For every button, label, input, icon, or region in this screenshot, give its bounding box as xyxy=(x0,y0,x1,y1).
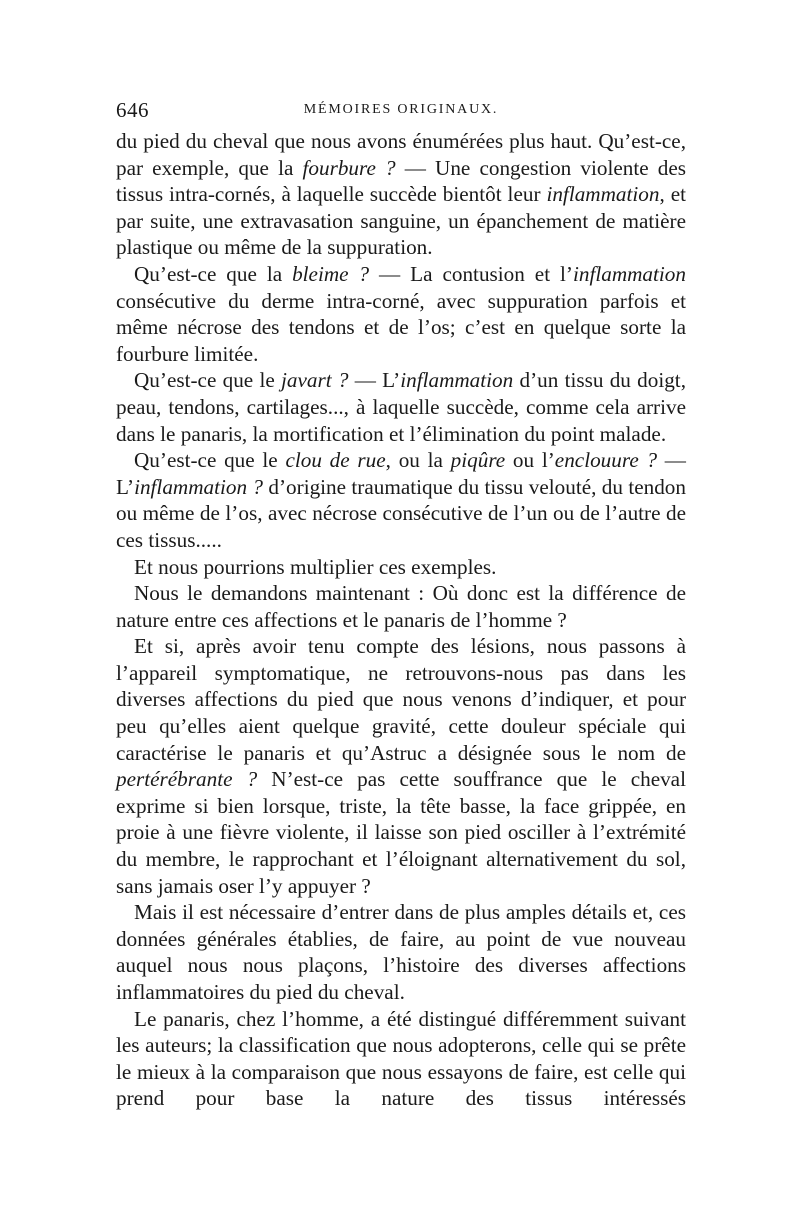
text-run: , et par suite, une extravasation sanguine, un épanchement de matière plastique ou même de la suppuration. xyxy=(116,182,686,260)
text-run: — La contusion et l’ xyxy=(369,261,573,286)
text-run: Le panaris, chez l’homme, a été distingué différemment suivant les auteurs; la classification que nous adopterons, celle qui se prête le mieux à la comparaison que nous essayons de faire, est celle qui prend pour base la nature des tissus intéressés xyxy=(116,1006,686,1111)
text-run: d’un tissu du doigt, peau, tendons, cartilages..., à laquelle succède, comme cela arrive dans le panaris, la mortification et l’élimination du point malade. xyxy=(116,368,686,446)
paragraph xyxy=(116,899,686,1005)
paragraph xyxy=(116,261,686,367)
italic-run: inflammation xyxy=(400,368,514,393)
italic-run: pertérébrante ? xyxy=(116,767,258,792)
paragraph xyxy=(116,580,686,633)
italic-run: fourbure ? xyxy=(302,155,396,180)
paragraph xyxy=(116,633,686,899)
paragraph xyxy=(116,367,686,447)
text-run: ou l’ xyxy=(505,448,555,473)
paragraph xyxy=(116,128,686,261)
text-run: Qu’est-ce que le xyxy=(134,368,281,393)
text-run: — L’ xyxy=(348,368,401,393)
text-run: N’est-ce pas cette souffrance que le cheval exprime si bien lorsque, triste, la tête basse, la face grippée, en proie à une fièvre violente, il laisse son pied osciller à l’extrémité du membre, le rapprochant et l’éloignant alternativement du sol, sans jamais oser l’y appuyer ? xyxy=(116,767,686,898)
text-run: Qu’est-ce que le xyxy=(134,448,286,473)
paragraph xyxy=(116,447,686,553)
paragraph xyxy=(116,1006,686,1112)
italic-run: bleime ? xyxy=(292,261,370,286)
italic-run: piqûre xyxy=(450,448,506,473)
text-run: — L’ xyxy=(116,448,686,499)
italic-run: inflammation ? xyxy=(134,474,264,499)
body-text xyxy=(116,128,686,1112)
text-run: Mais il est nécessaire d’entrer dans de plus amples détails et, ces données générales établies, de faire, au point de vue nouveau auquel nous nous plaçons, l’histoire des diverses affections inflammatoires du pied du cheval. xyxy=(116,900,686,1004)
italic-run: javart ? xyxy=(281,368,349,393)
page-header xyxy=(116,98,686,128)
italic-run: inflammation xyxy=(572,261,686,286)
text-run: d’origine traumatique du tissu velouté, du tendon ou même de l’os, avec nécrose consécutive de l’un ou de l’autre de ces tissus..... xyxy=(116,474,686,552)
text-run: consécutive du derme intra-corné, avec suppuration parfois et même nécrose des tendons et de l’os; c’est en quelque sorte la fourbure limitée. xyxy=(116,288,686,366)
text-run: Nous le demandons maintenant : Où donc est la différence de nature entre ces affections et le panaris de l’homme ? xyxy=(116,581,686,632)
text-run: Et nous pourrions multiplier ces exemples. xyxy=(134,554,497,579)
italic-run: enclouure ? xyxy=(554,448,658,473)
italic-run: clou de rue xyxy=(285,448,386,473)
paragraph xyxy=(116,554,686,581)
running-title: MÉMOIRES ORIGINAUX. xyxy=(303,102,499,117)
text-run: du pied du cheval que nous avons énumérées plus haut. Qu’est-ce, par exemple, que la xyxy=(116,129,686,180)
text-run: Qu’est-ce que la xyxy=(134,261,293,286)
text-run: — Une congestion violente des tissus intra-cornés, à laquelle succède bientôt leur xyxy=(116,155,686,207)
page-number: 646 xyxy=(116,98,149,122)
italic-run: inflammation xyxy=(546,182,660,207)
text-run: , ou la xyxy=(385,448,451,473)
text-run: Et si, après avoir tenu compte des lésions, nous passons à l’appareil symptomatique, ne retrouvons-nous pas dans les diverses affections du pied que nous venons d’indiquer, et pour peu qu’elles aient quelque gravité, cette douleur spéciale qui caractérise le panaris et qu’Astruc a désignée sous le nom de xyxy=(116,634,686,765)
